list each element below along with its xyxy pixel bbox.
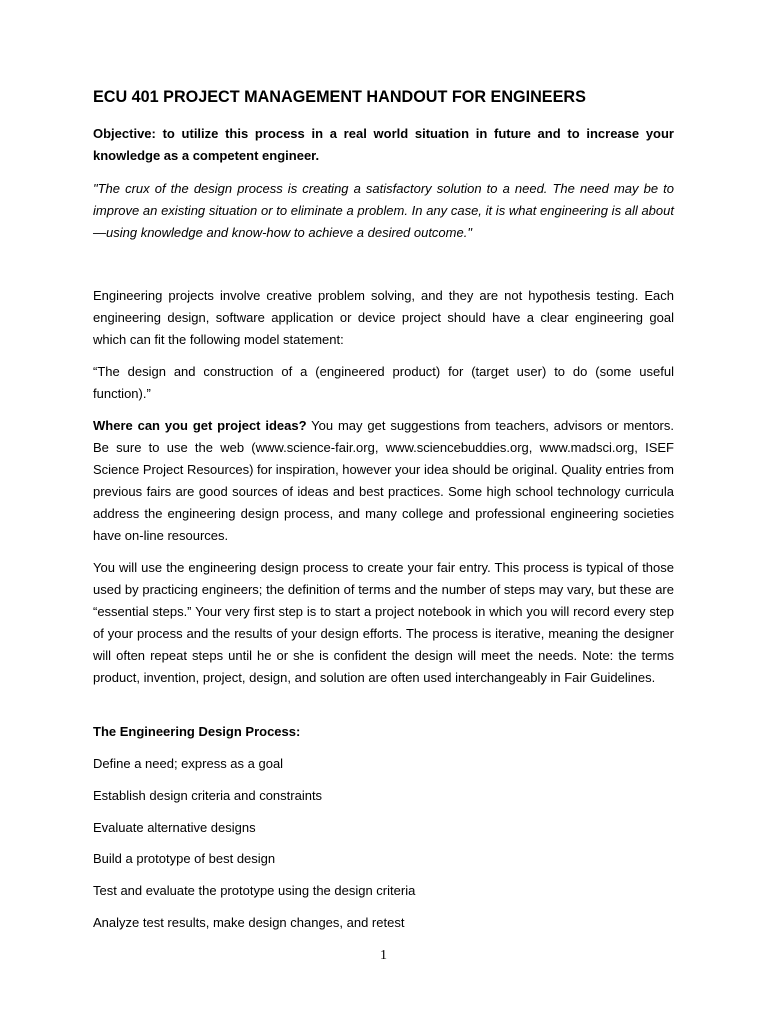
process-step: Evaluate alternative designs [93,820,256,835]
process-step: Build a prototype of best design [93,851,276,866]
project-ideas-text: You may get suggestions from teachers, advisors or mentors. Be sure to use the web (www.science-fair.org, www.sciencebuddies.org, www.madsci.org, ISEF Science Project Resources) for inspiration, however your idea should be original. Quality entries from previous fairs are good sources of ideas and best practices. Some high school technology curricula address the engineering design process, and many college and professional engineering societies have on-line resources. [93,418,675,543]
intro-paragraph: Engineering projects involve creative problem solving, and they are not hypothesis testing. Each engineering design, software application or device project should have a clear engineering goal which can fit the following model statement: [93,288,674,347]
process-heading: The Engineering Design Process: [93,724,301,739]
design-process-quote: "The crux of the design process is creating a satisfactory solution to a need. The need may be to improve an existing situation or to eliminate a problem. In any case, it is what engineering is all about—using knowledge and know-how to achieve a desired outcome." [93,181,674,240]
model-statement-paragraph: “The design and construction of a (engineered product) for (target user) to do (some useful function).” [93,364,674,401]
document-title: ECU 401 PROJECT MANAGEMENT HANDOUT FOR ENGINEERS [93,88,586,106]
project-ideas-lead: Where can you get project ideas? [93,418,307,433]
document-page [93,0,674,1024]
process-step: Establish design criteria and constraints [93,788,323,803]
objective-label: Objective: [93,126,156,141]
process-step: Analyze test results, make design changes, and retest [93,915,405,930]
objective-paragraph [93,123,674,167]
project-ideas-paragraph [93,415,674,547]
design-process-paragraph: You will use the engineering design process to create your fair entry. This process is typical of those used by practicing engineers; the definition of terms and the number of steps may vary, but these are “essential steps.” Your very first step is to start a project notebook in which you will record every step of your process and the results of your design efforts. The process is iterative, meaning the designer will often repeat steps until he or she is confident the design will meet the needs. Note: the terms product, invention, project, design, and solution are often used interchangeably in Fair Guidelines. [93,560,674,685]
process-step: Test and evaluate the prototype using the design criteria [93,883,416,898]
page-number: 1 [380,948,387,963]
process-step: Define a need; express as a goal [93,756,284,771]
objective-text: to utilize this process in a real world situation in future and to increase your knowledge as a competent engineer. [93,126,674,163]
